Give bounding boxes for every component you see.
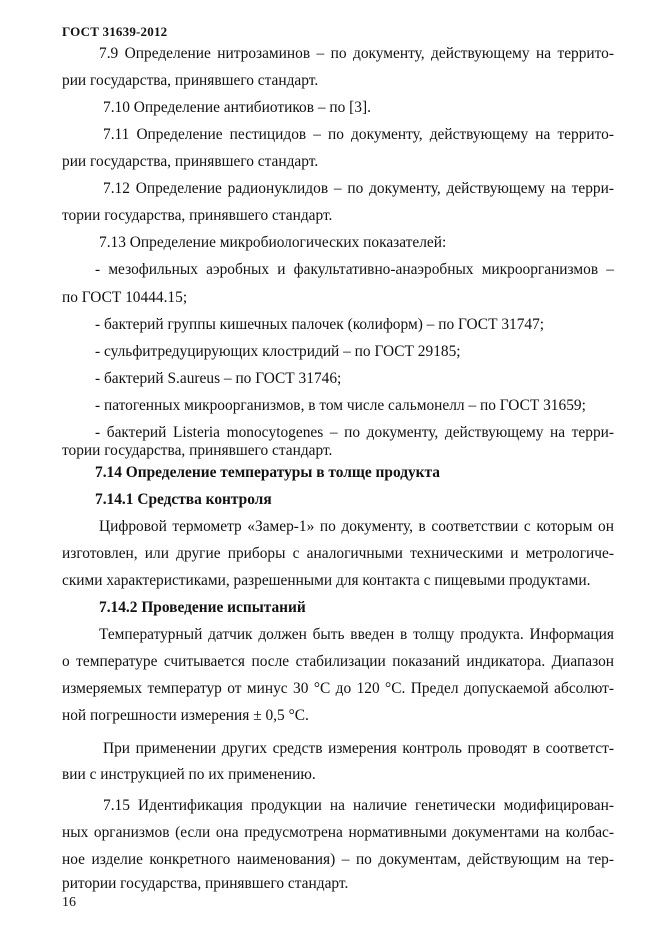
text-line: 7.13 Определение микробиологических показателей: <box>99 234 447 251</box>
document-code-header: ГОСТ 31639-2012 <box>62 24 168 39</box>
text-line: вии с инструкцией по их применению. <box>62 766 316 783</box>
text-line: Температурный датчик должен быть введен в толщу продукта. Информация <box>99 626 614 643</box>
text-line: - патогенных микроорганизмов, в том числе сальмонелл – по ГОСТ 31659; <box>95 397 586 414</box>
subsection-heading: 7.14.2 Проведение испытаний <box>99 599 306 616</box>
text-line: измеряемых температур от минус 30 °С до 120 °С. Предел допускаемой абсолют- <box>62 680 614 697</box>
text-line: изготовлен, или другие приборы с аналогичными техническими и метрологиче- <box>62 545 614 562</box>
text-line: - бактерий S.aureus – по ГОСТ 31746; <box>95 370 342 387</box>
text-line: - бактерий группы кишечных палочек (колиформ) – по ГОСТ 31747; <box>95 316 545 333</box>
text-line: 7.10 Определение антибиотиков – по [3]. <box>103 99 371 116</box>
text-line: тории государства, принявшего стандарт. <box>62 442 333 459</box>
text-line: Цифровой термометр «Замер-1» по документу, в соответствии с которым он <box>99 518 614 535</box>
text-line: 7.15 Идентификация продукции на наличие генетически модифицирован- <box>103 797 614 814</box>
text-line: При применении других средств измерения контроль проводят в соответст- <box>103 740 614 757</box>
page-number: 16 <box>62 895 76 910</box>
text-line: скими характеристиками, разрешенными для контакта с пищевыми продуктами. <box>62 572 591 589</box>
text-line: - сульфитредуцирующих клостридий – по ГОСТ 29185; <box>95 343 461 360</box>
text-line: рии государства, принявшего стандарт. <box>62 153 319 170</box>
text-line: ной погрешности измерения ± 0,5 °С. <box>62 707 309 724</box>
text-line: ритории государства, принявшего стандарт. <box>62 875 349 892</box>
text-line: - мезофильных аэробных и факультативно-анаэробных микроорганизмов – <box>95 261 614 278</box>
text-line: 7.9 Определение нитрозаминов – по документу, действующему на террито- <box>99 45 614 62</box>
text-line: по ГОСТ 10444.15; <box>62 289 188 306</box>
text-line: ных организмов (если она предусмотрена нормативными документами на колбас- <box>62 824 614 841</box>
text-line: - бактерий Listeria monocytogenes – по документу, действующему на терри- <box>95 424 614 441</box>
text-line: ное изделие конкретного наименования) – по документам, действующим на тер- <box>62 851 614 868</box>
text-line: о температуре считывается после стабилизации показаний индикатора. Диапазон <box>62 653 614 670</box>
text-line: 7.12 Определение радионуклидов – по документу, действующему на терри- <box>103 180 614 197</box>
text-line: 7.11 Определение пестицидов – по документу, действующему на террито- <box>103 126 614 143</box>
subsection-heading: 7.14.1 Средства контроля <box>95 491 272 508</box>
section-heading: 7.14 Определение температуры в толще продукта <box>95 464 440 481</box>
text-line: рии государства, принявшего стандарт. <box>62 72 319 89</box>
text-line: тории государства, принявшего стандарт. <box>62 207 333 224</box>
